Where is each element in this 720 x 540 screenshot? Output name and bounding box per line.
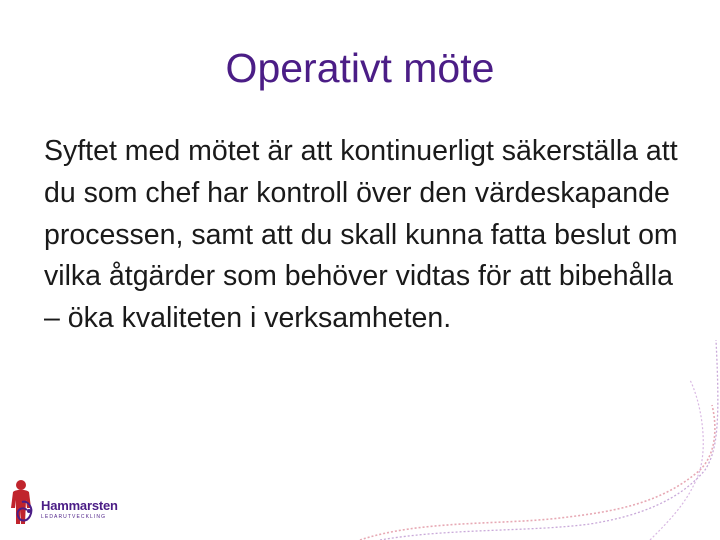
swirl-line-lilac-inner — [650, 380, 703, 540]
logo-tagline: LEDARUTVECKLING — [41, 514, 107, 520]
logo-figure-icon — [10, 478, 40, 528]
slide-body-text: Syftet med mötet är att kontinuerligt säkerställa att du som chef har kontroll över den värdeskapande processen, samt att du skall kunna fatta beslut om vilka åtgärder som behöver vidtas för att bibehålla – öka kvaliteten i verksamheten. — [44, 135, 678, 335]
hammarsten-logo — [10, 478, 120, 528]
swirl-line-lilac — [380, 340, 718, 540]
logo-wordmark: Hammarsten — [41, 498, 118, 513]
slide-title: Operativt möte — [225, 45, 495, 91]
swirl-line-pink — [360, 405, 715, 540]
